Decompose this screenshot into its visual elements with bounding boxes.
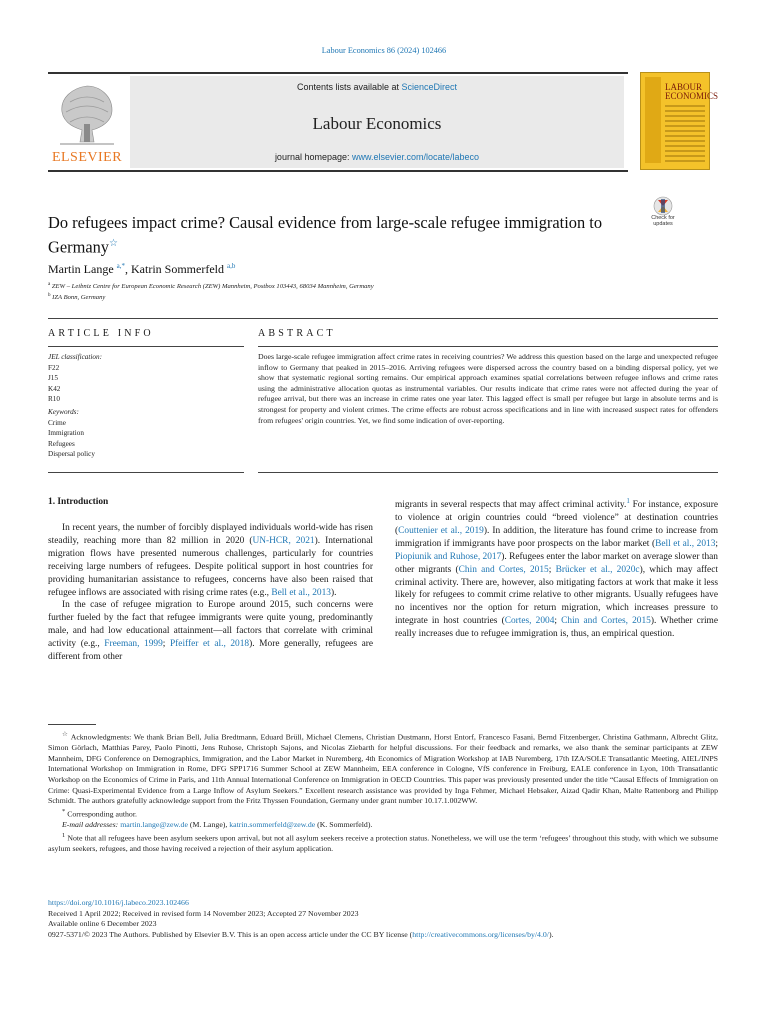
email-owner: (K. Sommerfeld). [315,819,373,829]
footnote-link[interactable]: 1 [626,497,630,505]
affiliation-mark: b [48,293,51,298]
author-list [48,262,235,277]
cover-title-line2: ECONOMICS [665,91,719,101]
citation-link[interactable]: Cortes, 2004 [504,616,555,627]
license-suffix: ). [548,929,554,939]
footnote-mark: 1 [62,831,66,839]
email-link[interactable]: katrin.sommerfeld@zew.de [229,819,316,829]
elsevier-wordmark: ELSEVIER [51,150,123,165]
sciencedirect-link[interactable]: ScienceDirect [401,82,458,92]
paragraph [48,599,373,664]
footnote-mark: ☆ [62,731,69,738]
text-run: ; [162,639,170,650]
journal-name: Labour Economics [312,114,442,133]
citation-link[interactable]: Chin and Cortes, 2015 [561,616,651,627]
journal-banner [48,72,628,172]
keyword: Immigration [48,429,84,438]
citation-link[interactable]: UN-HCR, 2021 [252,535,315,546]
journal-cover-image[interactable] [640,72,719,170]
text-run: ; [715,538,719,549]
footnote-text: Acknowledgments: We thank Brian Bell, Julia Bredtmann, Eduard Brüll, Michael Clemens, Christian Dustmann, Horst Entorf, Francesco Fasani, Bernd Fitzenberger, Christina Gathmann, Albrecht Glitz, Simon Görlach, Matthias Parey, Paolo Pinotti, Jens Ruhose, Christoph Sajons, and Nicolas Ziebarth for helpful discussions. For their feedback and remarks, we also thank the seminar participants at ZEW Mannheim, DFG Conference on Demographics, Immigration, and the Labor Market in Nuremberg, 4th Economics of Migration Workshop at IAB Nuremberg, 17th IZA/SOLE Transatlantic Meeting, AIEL/INPS International Workshop on Immigration in Rome, DFG SPP1716 Summer School at ZEW Mannheim, EEA conference in Cologne, VfS conference in Freiburg, EALE conference in Lyon, 10th Transatlantic Workshop on the Economics of Crime in Paris, and 11th Annual International Conference on Immigration in OECD Countries. This paper was previously presented under the title “Causal Effects of Immigration on Crime: Quasi-Experimental Evidence from a Large Inflow of Asylum Seekers.” Excellent research assistance was provided by Inga Fehmer, Michael Hebsaker, Aizad Qadir Khan, Malte Rattenborg and Philipp Schmidt. The authors gratefully acknowledge support from the Fritz Thyssen Foundation, Germany under grant number 10.17.1.002WW. [48,732,719,806]
section-heading: 1. Introduction [48,497,109,507]
contents-prefix: Contents lists available at [296,82,402,92]
affiliation-mark: a [48,282,51,287]
text-run: ). More generally, refugees are different from other [48,639,374,663]
journal-citation[interactable]: Labour Economics 86 (2024) 102466 [321,46,447,55]
text-run: In the case of refugee migration to Europe around 2015, such concerns were further fueled by the fact that refugee immigrants were quite young, predominantly male, and had low educational attainment—all factors that correlate with criminal activity (e.g., [48,600,373,650]
check-updates-label [646,215,680,227]
text-run: ; [554,616,562,627]
cover-text-lines [665,105,705,165]
abstract-bottom-rule [258,472,718,473]
abstract-heading: ABSTRACT [258,328,336,339]
email-owner: (M. Lange), [187,819,230,829]
title-footnote-star[interactable]: ☆ [109,238,118,249]
author-marks[interactable]: a,b [227,262,236,270]
jel-code: R10 [48,395,60,404]
text-run: ; [548,564,556,575]
citation-link[interactable]: Brücker et al., 2020c [555,564,640,575]
email-label: E-mail addresses: [62,819,119,829]
jel-code: K42 [48,384,61,393]
article-info-rule [48,346,244,347]
license-link[interactable]: http://creativecommons.org/licenses/by/4.0/ [412,929,549,939]
footnote-text: Note that all refugees have been asylum seekers upon arrival, but not all asylum seekers receive a protection status. Nonetheless, we will use the term ‘refugees’ throughout this study, with which we subsume asylum seekers, refugees, and those having received a rejection of their asylum application. [48,833,718,853]
keyword: Dispersal policy [48,450,95,459]
affiliation [48,282,374,290]
article-info-box [48,352,102,460]
footnote-mark: * [62,807,66,815]
citation-link[interactable]: Freeman, 1999 [104,639,163,650]
abstract-rule [258,346,718,347]
header-rule [48,318,718,319]
citation-link[interactable]: Bell et al., 2013 [271,587,331,598]
banner-bottom-rule [48,170,628,172]
author-name[interactable]: Katrin Sommerfeld [131,262,224,276]
footnote-1 [48,831,718,855]
email-footnote [48,820,718,831]
email-link[interactable]: martin.lange@zew.de [120,819,188,829]
footnote-text: Corresponding author. [67,809,137,819]
cover-title [665,83,718,101]
text-run: ). [330,587,337,598]
author-separator: , [125,262,132,276]
citation-link[interactable]: Bell et al., 2013 [655,538,716,549]
affiliation-text: IZA Bonn, Germany [52,294,106,302]
jel-code: J15 [48,374,58,383]
right-column [395,495,718,641]
cover-title-line1: LABOUR [665,82,703,92]
doi-link[interactable]: https://doi.org/10.1016/j.labeco.2023.102466 [48,898,189,907]
text-run: In recent years, the number of forcibly displayed individuals world-wide has risen steadily, reaching more than 82 million in 2020 ( [48,523,373,546]
paragraph [48,522,373,599]
citation-link[interactable]: Couttenier et al., 2019 [398,525,484,536]
check-for-updates-button[interactable] [646,196,680,230]
check-updates-icon [646,196,680,216]
text-run: For instance, exposure to violence at origin countries could “breed violence” at destination countries ( [395,500,718,536]
received-dates: Received 1 April 2022; Received in revised form 14 November 2023; Accepted 27 November 2023 [48,908,359,918]
banner-center [130,76,624,168]
keyword: Refugees [48,439,75,448]
citation-link[interactable]: Piopiunik and Ruhose, 2017 [395,551,502,562]
cover-strip [645,77,661,163]
check-updates-line2: updates [653,221,673,227]
text-run: ). International migration flows have presented numerous challenges, particularly for countries receiving large numbers of refugees. Despite political support in host countries for providing humanitarian assistance to refugees, concerns have also been raised that refugee inflows are associated with rising crime rates (e.g., [48,535,373,598]
footnotes [48,730,718,854]
text-run: ). In addition, the literature has found crime to increase from immigration if immigrants have poor prospects on the labor market ( [395,525,718,549]
banner-top-rule [48,72,628,74]
citation-link[interactable]: Pfeiffer et al., 2018 [169,639,250,650]
homepage-link[interactable]: www.elsevier.com/locate/labeco [352,152,480,162]
text-run: ), which may affect criminal activity. There are, however, also mitigating factors at work that make it less likely for refugees to commit crime relative to other migrants. Usually refugees have no incentives nor the option for return migration, which increases pressure to integrate in host countries ( [395,564,718,627]
article-info-bottom-rule [48,472,244,473]
homepage-prefix: journal homepage: [274,152,352,162]
left-column [48,522,373,664]
publication-meta [48,898,728,940]
check-updates-line1: Check for [651,215,675,221]
article-title [48,212,608,257]
affiliation-text: ZEW – Leibniz Centre for European Economic Research (ZEW) Mannheim, Postbox 103443, 68034 Mannheim, Germany [51,283,374,291]
author-name[interactable]: Martin Lange [48,262,114,276]
keywords-label: Keywords: [48,407,79,416]
text-run: ). Whether crime really increases due to refugee immigration is, thus, an empirical question. [395,616,719,640]
acknowledgment-footnote [48,730,718,807]
abstract-text: Does large-scale refugee immigration affect crime rates in receiving countries? We address this question based on the large and unexpected refugee inflow to Germany that peaked in 2015–2016. Arriving refugees were dispersed across the country based on a binding dispersal policy, yet we show that systematic regional sorting remains. Our empirical approach examines spatial correlations between refugee inflows and crime rates using the administrative allocation quotas as instrumental variables. Our results indicate that crime rates were not affected during the year of refugee arrival, but there was an increase in crime rates one year later. This lagged effect is small per refugee but large in absolute terms and is strongest for property and violent crimes. The crime effects are robust across specifications and in line with increased suspect rates for offenders from refugees' origin countries. Yet, we find some indication of over-reporting. [258,352,718,425]
footnote-rule [48,724,96,725]
homepage-line [130,152,624,162]
author-marks[interactable]: a,* [116,262,126,270]
article-info-heading: ARTICLE INFO [48,328,154,339]
paragraph [395,495,718,641]
license-prefix: 0927-5371/© 2023 The Authors. Published by Elsevier B.V. This is an open access article under the CC BY license ( [48,929,413,939]
text-run: ). Refugees enter the labor market on average slower than other migrants ( [395,551,718,575]
corresponding-footnote [48,807,718,820]
text-run: migrants in several respects that may affect criminal activity. [395,500,627,511]
article-title-text: Do refugees impact crime? Causal evidence from large-scale refugee immigration to Germany [48,213,603,257]
contents-line [130,82,624,92]
online-date: Available online 6 December 2023 [48,919,157,929]
affiliation [48,293,105,301]
keyword: Crime [48,418,66,427]
jel-label: JEL classification: [48,353,102,361]
license-line [48,930,728,941]
jel-code: F22 [48,363,60,372]
citation-link[interactable]: Chin and Cortes, 2015 [458,564,549,575]
